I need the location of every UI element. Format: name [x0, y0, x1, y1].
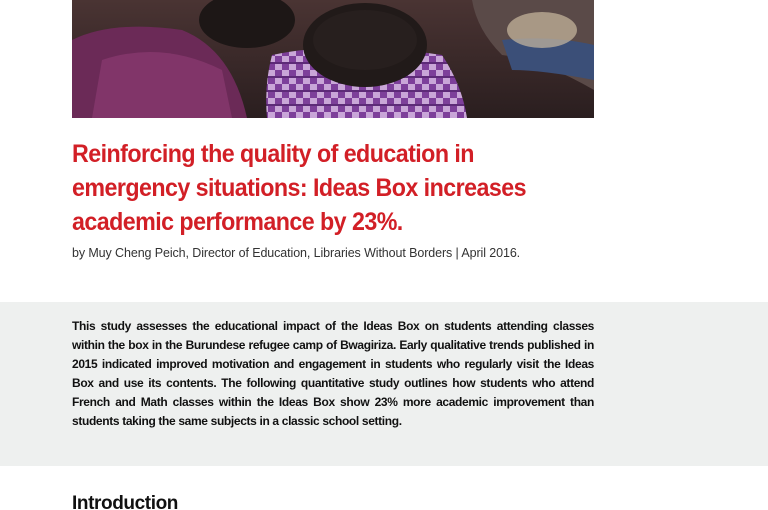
- hero-photo-illustration: [72, 0, 594, 118]
- abstract-section: [0, 302, 768, 466]
- article-title: Reinforcing the quality of education in emergency situations: Ideas Box increases academic performance by 23%.: [72, 140, 526, 236]
- hero-photo: [72, 0, 594, 118]
- abstract-text: This study assesses the educational impact of the Ideas Box on students attending classes within the box in the Burundese refugee camp of Bwagiriza. Early qualitative trends published in 2015 indicated improved motivation and engagement in students who regularly visit the Ideas Box and use its contents. The following quantitative study outlines how students who attend French and Math classes within the Ideas Box show 23% more academic improvement than students taking the same subjects in a classic school setting.: [72, 319, 594, 429]
- article-byline: by Muy Cheng Peich, Director of Education, Libraries Without Borders | April 2016.: [72, 246, 521, 260]
- section-heading-introduction: Introduction: [72, 493, 179, 510]
